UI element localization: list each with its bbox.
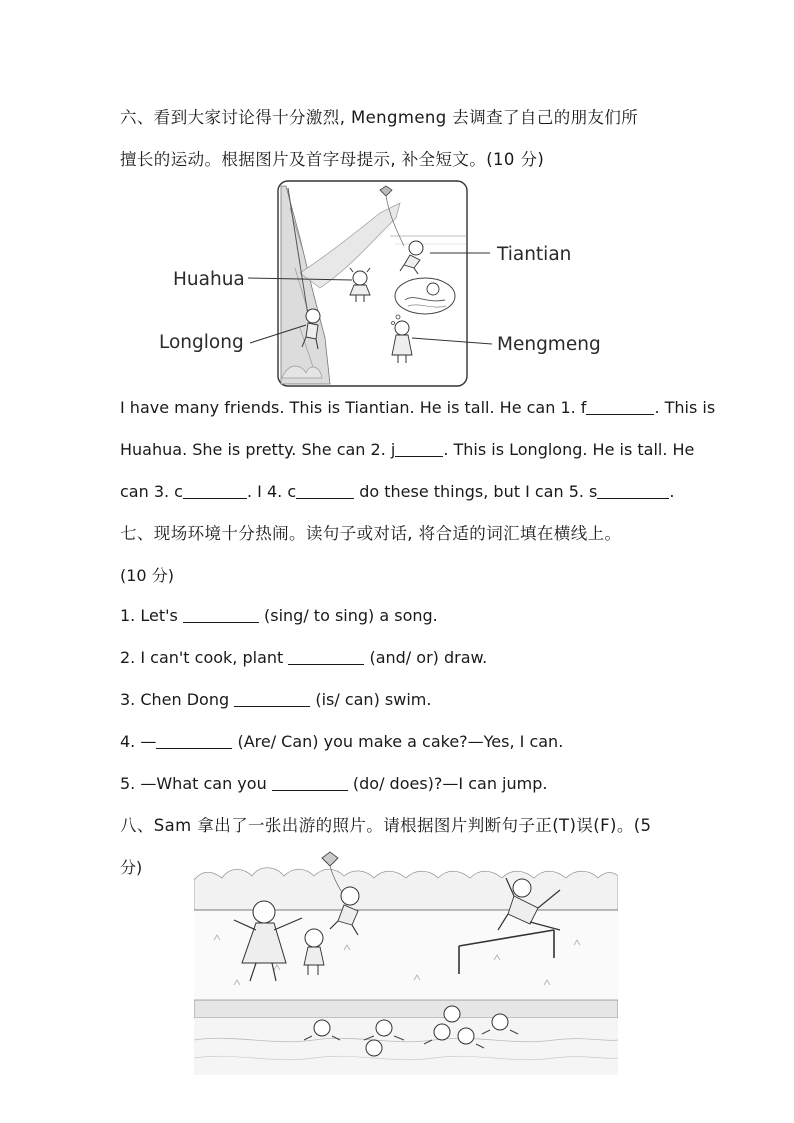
label-tiantian: Tiantian (497, 244, 572, 265)
item-4-text-b: (Are/ Can) you make a cake?—Yes, I can. (232, 732, 564, 751)
passage-line-3 (120, 482, 674, 502)
passage-line-3-text-b: . I 4. c (246, 482, 297, 501)
section7-heading-line2: (10 分) (120, 566, 174, 585)
section7-item-3 (120, 690, 431, 710)
blank-4[interactable] (296, 483, 354, 499)
section7-item-4 (120, 732, 563, 752)
item-1-blank[interactable] (183, 607, 259, 623)
item-1-text-a: 1. Let's (120, 606, 183, 625)
passage-line-3-text-c: do these things, but I can 5. s (354, 482, 598, 501)
section6-heading-line1: 六、看到大家讨论得十分激烈, Mengmeng 去调查了自己的朋友们所 (120, 108, 639, 127)
section8-heading-line2: 分) (120, 858, 143, 877)
blank-5[interactable] (597, 483, 669, 499)
item-4-blank[interactable] (156, 733, 232, 749)
label-huahua: Huahua (173, 269, 245, 290)
item-4-text-a: 4. — (120, 732, 157, 751)
label-longlong: Longlong (159, 332, 244, 353)
section6-heading-line2: 擅长的运动。根据图片及首字母提示, 补全短文。(10 分) (120, 150, 545, 169)
section8-heading-line1: 八、Sam 拿出了一张出游的照片。请根据图片判断句子正(T)误(F)。(5 (120, 816, 652, 835)
passage-line-1-text-b: . This is (654, 398, 716, 417)
item-3-text-b: (is/ can) swim. (310, 690, 432, 709)
friends-sports-illustration (150, 178, 620, 390)
label-mengmeng: Mengmeng (497, 334, 601, 355)
passage-line-1-text-a: I have many friends. This is Tiantian. He is tall. He can 1. f (120, 398, 587, 417)
section7-item-5 (120, 774, 547, 794)
passage-line-2 (120, 440, 694, 460)
passage-line-1 (120, 398, 715, 418)
blank-2[interactable] (395, 441, 443, 457)
item-2-text-a: 2. I can't cook, plant (120, 648, 289, 667)
passage-line-3-text-a: can 3. c (120, 482, 183, 501)
item-5-blank[interactable] (272, 775, 348, 791)
item-3-blank[interactable] (234, 691, 310, 707)
section7-heading-line1: 七、现场环境十分热闹。读句子或对话, 将合适的词汇填在横线上。 (120, 524, 622, 543)
passage-line-2-text-b: . This is Longlong. He is tall. He (443, 440, 695, 459)
passage-line-3-text-d: . (669, 482, 675, 501)
passage-line-2-text-a: Huahua. She is pretty. She can 2. j (120, 440, 396, 459)
section7-item-1 (120, 606, 438, 626)
item-3-text-a: 3. Chen Dong (120, 690, 235, 709)
item-5-text-a: 5. —What can you (120, 774, 272, 793)
blank-3[interactable] (183, 483, 247, 499)
blank-1[interactable] (586, 399, 654, 415)
outing-photo-illustration (194, 850, 618, 1075)
item-2-text-b: (and/ or) draw. (364, 648, 488, 667)
item-2-blank[interactable] (288, 649, 364, 665)
item-5-text-b: (do/ does)?—I can jump. (347, 774, 548, 793)
section7-item-2 (120, 648, 487, 668)
item-1-text-b: (sing/ to sing) a song. (258, 606, 438, 625)
